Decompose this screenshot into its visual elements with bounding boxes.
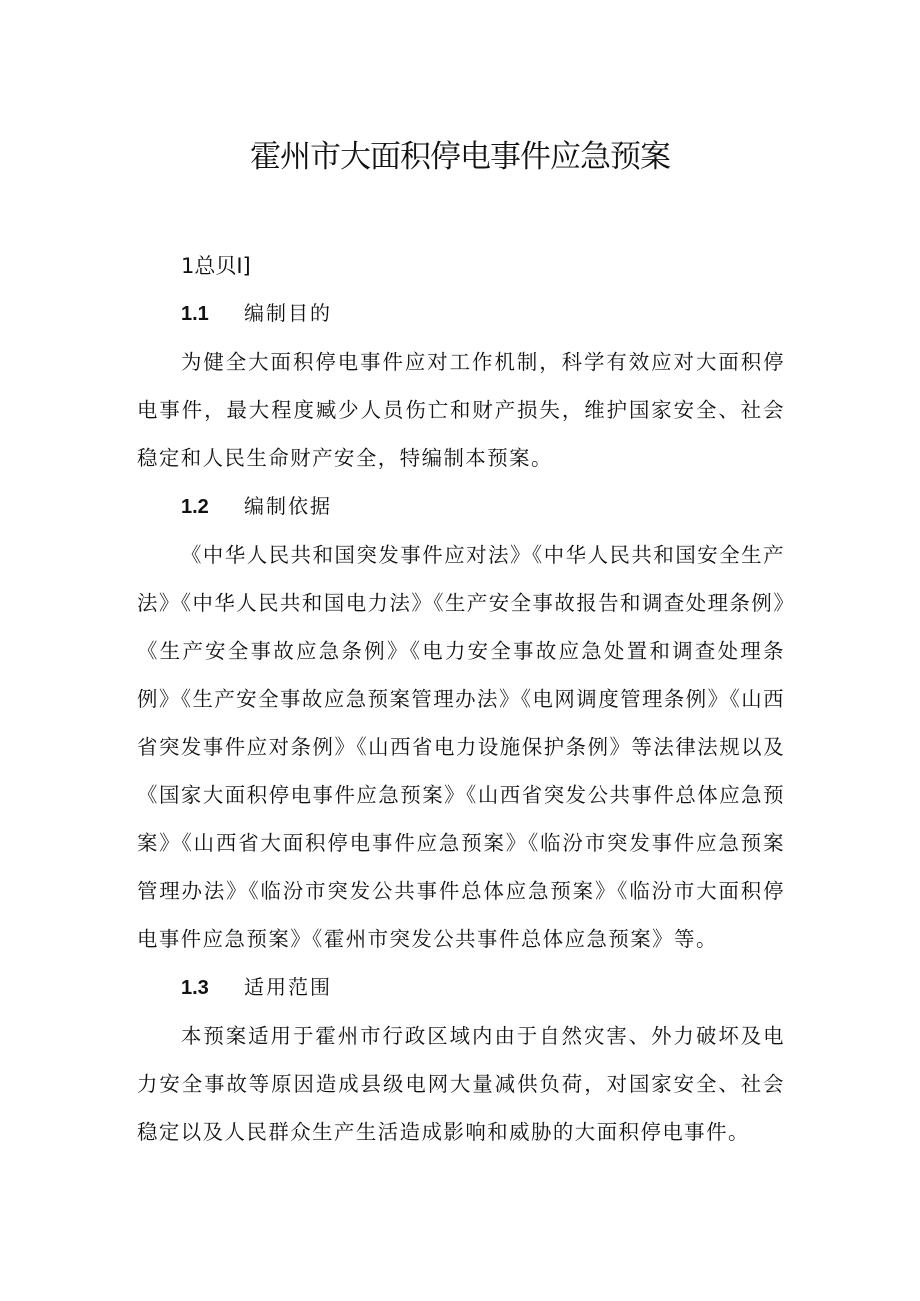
document-title: 霍州市大面积停电事件应急预案 bbox=[250, 139, 670, 175]
section-heading-1-3 bbox=[181, 971, 332, 1004]
section-paragraph-1-1: 为健全大面积停电事件应对工作机制，科学有效应对大面积停电事件，最大程度臧少人员伤亡和财产损失，维护国家安全、社会稳定和人民生命财产安全，特编制本预案。 bbox=[137, 350, 785, 470]
section-label: 编制依据 bbox=[244, 494, 332, 518]
section-label: 适用范围 bbox=[244, 975, 332, 999]
section-paragraph-1-2: 《中华人民共和国突发事件应对法》《中华人民共和国安全生产法》《中华人民共和国电力法》《生产安全事故报告和调查处理条例》《生产安全事故应急条例》《电力安全事故应急处置和调查处理条例》《生产安全事故应急预案管理办法》《电网调度管理条例》《山西省突发事件应对条例》《山西省电力设施保护条例》等法律法规以及《国家大面积停电事件应急预案》《山西省突发公共事件总体应急预案》《山西省大面积停电事件应急预案》《临汾市突发事件应急预案管理办法》《临汾市突发公共事件总体应急预案》《临汾市大面积停电事件应急预案》《霍州市突发公共事件总体应急预案》等。 bbox=[137, 543, 786, 951]
section-number: 1.1 bbox=[181, 303, 209, 325]
section-heading-1-2 bbox=[181, 490, 332, 523]
section-paragraph-1-3: 本预案适用于霍州市行政区域内由于自然灾害、外力破坏及电力安全事故等原因造成县级电网大量减供负荷，对国家安全、社会稳定以及人民群众生产生活造成影响和威胁的大面积停电事件。 bbox=[137, 1024, 785, 1144]
section-label: 编制目的 bbox=[244, 301, 332, 325]
chapter-heading: 1总贝I] bbox=[181, 254, 251, 278]
section-number: 1.3 bbox=[181, 977, 209, 999]
section-number: 1.2 bbox=[181, 496, 209, 518]
section-heading-1-1 bbox=[181, 297, 332, 330]
